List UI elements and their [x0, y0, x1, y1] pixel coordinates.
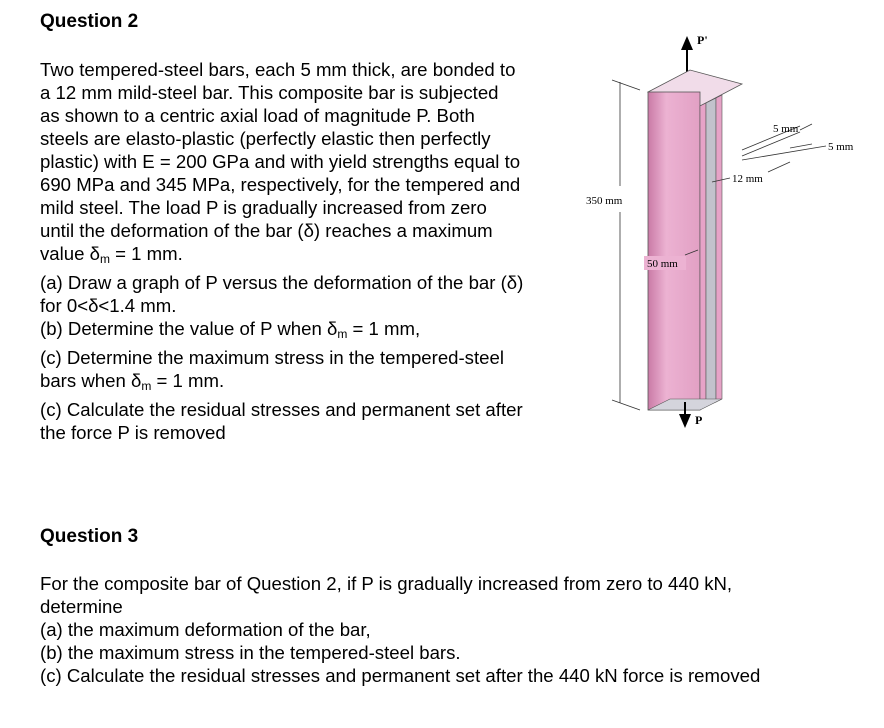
text-fragment: bars when δ [40, 370, 142, 391]
text-fragment: (b) Determine the value of P when δ [40, 318, 338, 339]
subscript: m [337, 327, 348, 341]
composite-bar-figure [580, 25, 884, 440]
q3-part-c: (c) Calculate the residual stresses and permanent set after the 440 kN force is removed [40, 665, 761, 686]
q2-part-c-residual: (c) Calculate the residual stresses and permanent set after [40, 399, 523, 420]
subscript: m [141, 379, 152, 393]
q2-line: steels are elasto-plastic (perfectly elastic then perfectly [40, 128, 491, 149]
text-fragment: = 1 mm. [151, 370, 225, 391]
tempered-plate-side-2 [716, 95, 722, 402]
q2-line: plastic) with E = 200 GPa and with yield strengths equal to [40, 151, 521, 172]
plate-label-1: 5 mm [773, 123, 799, 135]
q2-line: Two tempered-steel bars, each 5 mm thick, are bonded to [40, 59, 516, 80]
text-fragment: = 1 mm, [347, 318, 421, 339]
subscript: m [99, 252, 110, 266]
mild-steel-core-side [706, 98, 716, 406]
length-dimension [612, 80, 640, 410]
q3-part-b: (b) the maximum stress in the tempered-steel bars. [40, 642, 461, 663]
q2-part-c-residual-cont: the force P is removed [40, 422, 226, 443]
plate-dimension-2 [742, 144, 826, 160]
composite-bar [648, 70, 742, 410]
q2-part-c-stress: (c) Determine the maximum stress in the tempered-steel [40, 347, 504, 368]
text-fragment: = 1 mm. [109, 243, 183, 264]
q2-line: a 12 mm mild-steel bar. This composite bar is subjected [40, 82, 499, 103]
width-label: 50 mm [647, 258, 678, 270]
q2-part-b [40, 317, 580, 346]
q3-line: determine [40, 596, 123, 617]
load-label-bottom: P [695, 413, 703, 427]
question-2-heading: Question 2 [40, 11, 139, 32]
question-2-text [40, 58, 580, 444]
core-label: 12 mm [732, 173, 763, 185]
q2-line: 690 MPa and 345 MPa, respectively, for the tempered and [40, 174, 521, 195]
q3-part-a: (a) the maximum deformation of the bar, [40, 619, 371, 640]
q2-part-a: (a) Draw a graph of P versus the deformation of the bar (δ) [40, 272, 524, 293]
text-fragment: value δ [40, 243, 100, 264]
question-3-text [40, 572, 860, 687]
q2-part-c-stress-cont [40, 369, 580, 398]
plate-label-2: 5 mm [828, 141, 854, 153]
q3-line: For the composite bar of Question 2, if P is gradually increased from zero to 440 kN, [40, 573, 733, 594]
tempered-plate-front [648, 92, 700, 410]
q2-part-a-cont: for 0<δ<1.4 mm. [40, 295, 177, 316]
length-label: 350 mm [586, 195, 623, 207]
load-label-top: P' [697, 33, 708, 47]
q2-line: as shown to a centric axial load of magnitude P. Both [40, 105, 475, 126]
q2-line: until the deformation of the bar (δ) reaches a maximum [40, 220, 493, 241]
q2-line-max-deformation [40, 242, 580, 271]
tempered-plate-side-1 [700, 103, 706, 410]
question-3-heading: Question 3 [40, 526, 139, 547]
q2-line: mild steel. The load P is gradually increased from zero [40, 197, 487, 218]
